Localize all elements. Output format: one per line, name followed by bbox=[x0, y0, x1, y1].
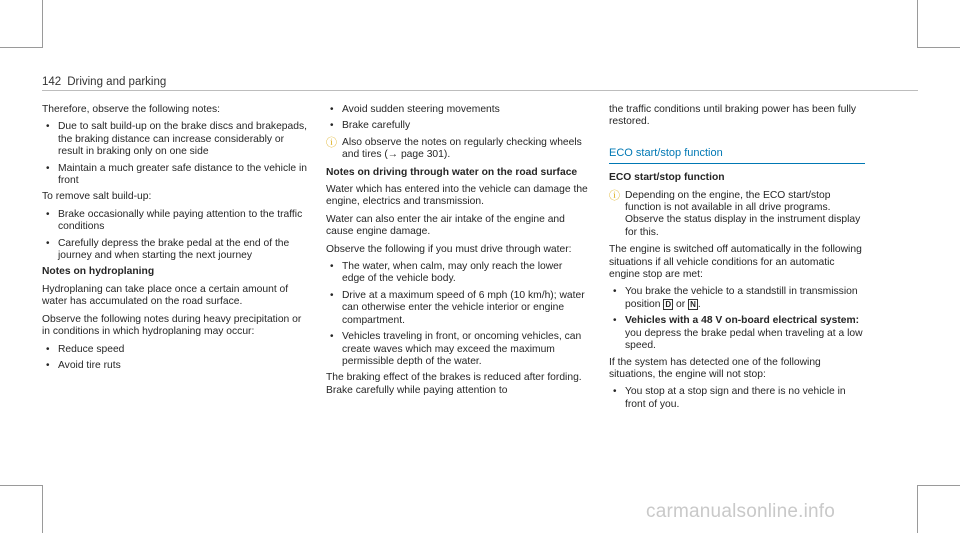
list-item: • Brake carefully bbox=[326, 120, 588, 132]
gear-n-symbol: N bbox=[690, 299, 696, 309]
list-item-bold: Vehicles with a 48 V on-board electrical system: bbox=[625, 315, 860, 327]
list-item: • You brake the vehicle to a standstill in transmission position D or N . bbox=[609, 286, 865, 311]
paragraph: The braking effect of the brakes is reduced after fording. Brake carefully while paying attention to bbox=[326, 372, 582, 396]
page-header bbox=[42, 76, 166, 88]
crop-mark bbox=[42, 0, 43, 48]
list-item: • Due to salt build-up on the brake discs and brakepads, the braking distance can increase considerably or result in braking only on one side bbox=[42, 121, 312, 158]
gear-d-symbol: D bbox=[665, 299, 672, 309]
list-item: • Avoid sudden steering movements bbox=[326, 104, 588, 116]
list-item bbox=[609, 315, 865, 352]
list-item: • Brake occasionally while paying attention to the traffic conditions bbox=[42, 209, 312, 234]
paragraph: Hydroplaning can take place once a certain amount of water has accumulated on the road surface. bbox=[42, 283, 289, 308]
page-number: 142 bbox=[42, 76, 62, 88]
list-item: • Drive at a maximum speed of 6 mph (10 km/h); water can otherwise enter the vehicle interior or engine compartment. bbox=[326, 290, 588, 327]
info-icon: ⓘ bbox=[609, 189, 620, 202]
remove-intro: To remove salt build-up: bbox=[42, 191, 152, 203]
note-text: Also observe the notes on regularly checking wheels and tires (→ page 301). bbox=[342, 136, 582, 161]
list-item: • The water, when calm, may only reach the lower edge of the vehicle body. bbox=[326, 261, 588, 286]
list-item: • Reduce speed bbox=[42, 344, 312, 356]
list-item: • Vehicles traveling in front, or oncoming vehicles, can create waves which may exceed the maximum permissible depth of the water. bbox=[326, 331, 588, 368]
crop-mark bbox=[42, 485, 43, 533]
paragraph: If the system has detected one of the following situations, the engine will not stop: bbox=[609, 356, 821, 380]
paragraph: The engine is switched off automatically in the following situations if all vehicle conditions for an automatic engine stop are met: bbox=[609, 244, 862, 281]
or-text: or bbox=[676, 298, 686, 310]
list-item-text: you depress the brake pedal when traveling at a low speed. bbox=[625, 327, 863, 352]
header-rule bbox=[42, 90, 918, 91]
column-1 bbox=[42, 104, 312, 376]
note-text: Depending on the engine, the ECO start/stop function is not available in all drive programs. Observe the status display in the instrument display for this. bbox=[625, 189, 861, 238]
column-2 bbox=[326, 104, 588, 402]
list-item: • You stop at a stop sign and there is no vehicle in front of you. bbox=[609, 386, 865, 411]
paragraph: Observe the following notes during heavy precipitation or in conditions in which hydroplaning may occur: bbox=[42, 313, 302, 338]
crop-mark bbox=[0, 47, 42, 48]
list-item: • Maintain a much greater safe distance to the vehicle in front bbox=[42, 163, 312, 188]
section-title: ECO start/stop function bbox=[609, 147, 865, 164]
heading-eco: ECO start/stop function bbox=[609, 172, 725, 184]
heading-hydroplaning: Notes on hydroplaning bbox=[42, 266, 155, 278]
list-item-text: You brake the vehicle to a standstill in transmission position bbox=[625, 286, 858, 310]
paragraph: Water which has entered into the vehicle can damage the engine, electrics and transmission. bbox=[326, 184, 588, 208]
heading-driving-through-water: Notes on driving through water on the road surface bbox=[326, 166, 578, 178]
crop-mark bbox=[917, 485, 960, 486]
column-3 bbox=[609, 104, 865, 415]
crop-mark bbox=[917, 47, 960, 48]
intro-text: Therefore, observe the following notes: bbox=[42, 104, 221, 115]
list-item: • Avoid tire ruts bbox=[42, 360, 312, 372]
watermark: carmanualsonline.info bbox=[646, 501, 836, 522]
crop-mark bbox=[917, 485, 918, 533]
paragraph: Water can also enter the air intake of the engine and cause engine damage. bbox=[326, 213, 565, 238]
paragraph: the traffic conditions until braking power has been fully restored. bbox=[609, 104, 857, 128]
crop-mark bbox=[0, 485, 42, 486]
section-name: Driving and parking bbox=[67, 76, 167, 88]
paragraph: Observe the following if you must drive through water: bbox=[326, 243, 572, 255]
list-item: • Carefully depress the brake pedal at the end of the journey and when starting the next journey bbox=[42, 238, 312, 263]
info-icon: ⓘ bbox=[326, 136, 337, 149]
crop-mark bbox=[917, 0, 918, 48]
note bbox=[609, 190, 865, 240]
note bbox=[326, 137, 588, 162]
